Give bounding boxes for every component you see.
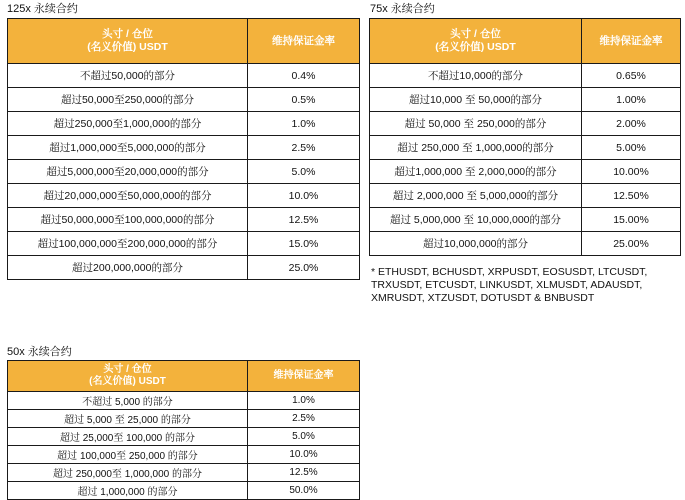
table-row: [370, 208, 681, 232]
table-row: [8, 446, 360, 464]
table-header-row: [8, 361, 360, 392]
table-body: [8, 392, 360, 500]
margin-rate-cell: 25.0%: [248, 256, 360, 280]
table-body: [370, 64, 681, 256]
table-row: [8, 184, 360, 208]
table-row: [8, 428, 360, 446]
position-range-cell: 超过 1,000,000 的部分: [8, 482, 248, 500]
header-position: [8, 361, 248, 392]
table-row: [370, 160, 681, 184]
position-range-cell: 超过 250,000 至 1,000,000的部分: [370, 136, 582, 160]
caption-75x: 75x 永续合约: [370, 3, 435, 15]
position-range-cell: 超过200,000,000的部分: [8, 256, 248, 280]
header-position-line1: 头寸 / 仓位: [450, 28, 501, 40]
table-header-row: [8, 19, 360, 64]
symbol-note: * ETHUSDT, BCHUSDT, XRPUSDT, EOSUSDT, LTCUSDT, TRXUSDT, ETCUSDT, LINKUSDT, XLMUSDT, ADAUSDT, XMRUSDT, XTZUSDT, DOTUSDT & BNBUSDT: [371, 266, 648, 304]
margin-rate-cell: 15.0%: [248, 232, 360, 256]
table-row: [370, 112, 681, 136]
table-row: [8, 160, 360, 184]
position-range-cell: 超过 5,000 至 25,000 的部分: [8, 410, 248, 428]
position-range-cell: 超过10,000 至 50,000的部分: [370, 88, 582, 112]
position-range-cell: 超过250,000至1,000,000的部分: [8, 112, 248, 136]
table-row: [8, 112, 360, 136]
header-rate: 维持保证金率: [582, 19, 681, 64]
table-row: [8, 410, 360, 428]
margin-rate-cell: 12.5%: [248, 208, 360, 232]
position-range-cell: 超过20,000,000至50,000,000的部分: [8, 184, 248, 208]
table-row: [8, 464, 360, 482]
table-row: [370, 64, 681, 88]
margin-rate-cell: 50.0%: [248, 482, 360, 500]
margin-rate-cell: 5.0%: [248, 428, 360, 446]
margin-rate-cell: 12.5%: [248, 464, 360, 482]
margin-rate-cell: 10.0%: [248, 184, 360, 208]
margin-rate-cell: 0.5%: [248, 88, 360, 112]
position-range-cell: 超过 25,000至 100,000 的部分: [8, 428, 248, 446]
margin-rate-cell: 0.65%: [582, 64, 681, 88]
header-position-line2: (名义价值) USDT: [89, 376, 166, 387]
table-row: [8, 64, 360, 88]
table-row: [8, 136, 360, 160]
margin-rate-cell: 1.0%: [248, 392, 360, 410]
table-row: [370, 232, 681, 256]
position-range-cell: 不超过10,000的部分: [370, 64, 582, 88]
margin-rate-cell: 5.00%: [582, 136, 681, 160]
margin-rate-cell: 10.00%: [582, 160, 681, 184]
table-header-row: [370, 19, 681, 64]
table-125x: [7, 18, 360, 280]
margin-rate-cell: 25.00%: [582, 232, 681, 256]
position-range-cell: 超过 100,000至 250,000 的部分: [8, 446, 248, 464]
table-row: [8, 88, 360, 112]
margin-rate-cell: 15.00%: [582, 208, 681, 232]
margin-rate-cell: 10.0%: [248, 446, 360, 464]
table-75x: [369, 18, 681, 256]
position-range-cell: 超过 250,000至 1,000,000 的部分: [8, 464, 248, 482]
header-position: [8, 19, 248, 64]
table-row: [370, 88, 681, 112]
table-row: [370, 184, 681, 208]
position-range-cell: 超过 5,000,000 至 10,000,000的部分: [370, 208, 582, 232]
header-position-line1: 头寸 / 仓位: [102, 28, 153, 40]
position-range-cell: 不超过50,000的部分: [8, 64, 248, 88]
table-row: [370, 136, 681, 160]
caption-50x: 50x 永续合约: [7, 346, 72, 358]
position-range-cell: 超过10,000,000的部分: [370, 232, 582, 256]
table-50x: [7, 360, 360, 500]
position-range-cell: 超过50,000,000至100,000,000的部分: [8, 208, 248, 232]
table-row: [8, 482, 360, 500]
table-row: [8, 392, 360, 410]
table-body: [8, 64, 360, 280]
header-position-line2: (名义价值) USDT: [87, 41, 168, 53]
position-range-cell: 超过50,000至250,000的部分: [8, 88, 248, 112]
margin-rate-cell: 2.00%: [582, 112, 681, 136]
position-range-cell: 超过 2,000,000 至 5,000,000的部分: [370, 184, 582, 208]
margin-rate-cell: 5.0%: [248, 160, 360, 184]
margin-rate-cell: 1.0%: [248, 112, 360, 136]
table-row: [8, 256, 360, 280]
position-range-cell: 超过100,000,000至200,000,000的部分: [8, 232, 248, 256]
header-rate: 维持保证金率: [248, 361, 360, 392]
header-position-line2: (名义价值) USDT: [435, 41, 516, 53]
caption-125x: 125x 永续合约: [7, 3, 78, 15]
margin-rate-cell: 12.50%: [582, 184, 681, 208]
position-range-cell: 超过1,000,000至5,000,000的部分: [8, 136, 248, 160]
margin-rate-cell: 2.5%: [248, 410, 360, 428]
header-position-line1: 头寸 / 仓位: [103, 364, 152, 375]
position-range-cell: 超过1,000,000 至 2,000,000的部分: [370, 160, 582, 184]
table-row: [8, 208, 360, 232]
header-rate: 维持保证金率: [248, 19, 360, 64]
position-range-cell: 不超过 5,000 的部分: [8, 392, 248, 410]
header-position: [370, 19, 582, 64]
table-row: [8, 232, 360, 256]
margin-rate-cell: 2.5%: [248, 136, 360, 160]
position-range-cell: 超过5,000,000至20,000,000的部分: [8, 160, 248, 184]
margin-rate-cell: 0.4%: [248, 64, 360, 88]
margin-rate-cell: 1.00%: [582, 88, 681, 112]
position-range-cell: 超过 50,000 至 250,000的部分: [370, 112, 582, 136]
